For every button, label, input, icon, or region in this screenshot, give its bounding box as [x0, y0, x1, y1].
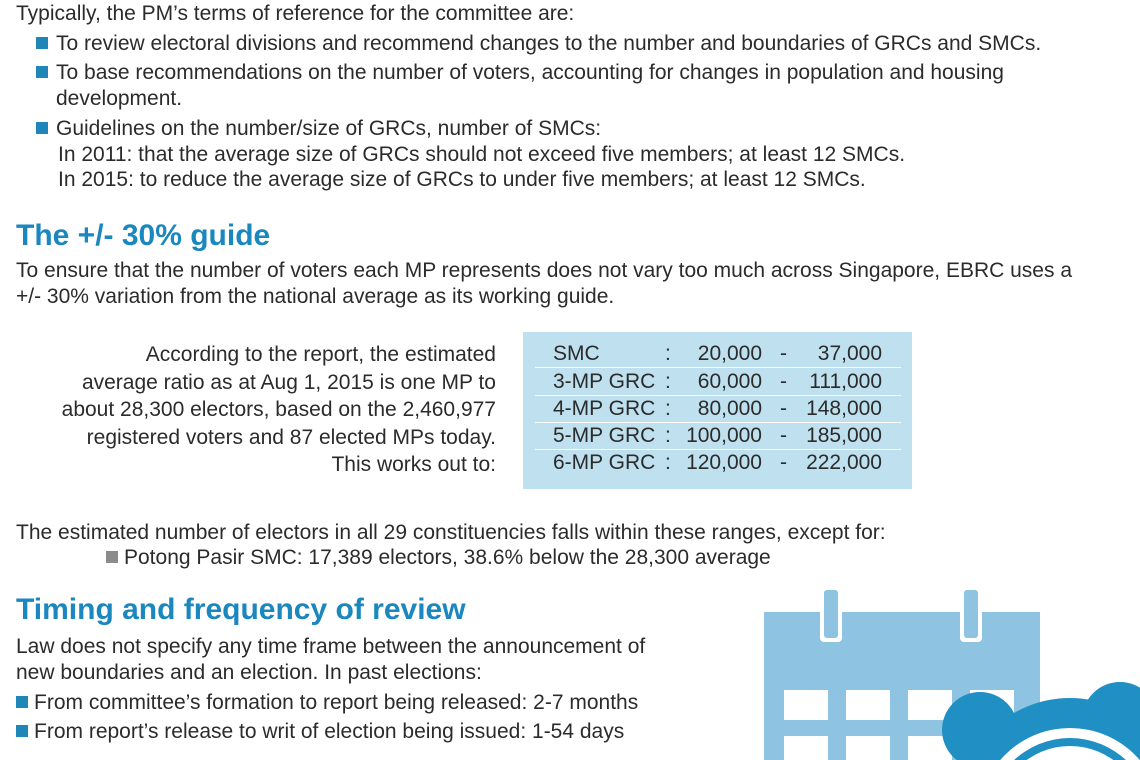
- terms-intro: Typically, the PM’s terms of reference for the committee are:: [16, 2, 575, 25]
- timing-intro-line: new boundaries and an election. In past elections:: [16, 661, 482, 684]
- bullet-square-icon: [36, 66, 48, 78]
- timing-intro-line: Law does not specify any time frame between the announcement of: [16, 635, 646, 658]
- list-item-continuation: development.: [56, 87, 183, 110]
- bullet-square-icon: [36, 122, 48, 134]
- bullet-square-icon: [36, 37, 48, 49]
- guide-heading: The +/- 30% guide: [16, 219, 271, 252]
- list-item: From report’s release to writ of election being issued: 1-54 days: [16, 719, 624, 745]
- table-row: 3-MP GRC : 60,000 - 111,000: [553, 370, 882, 393]
- calendar-icon: [740, 580, 1140, 760]
- calendar-ring: [964, 590, 978, 638]
- elector-range-table: [523, 332, 912, 489]
- list-item: To base recommendations on the number of voters, accounting for changes in population and housing: [36, 60, 1004, 86]
- table-row: SMC : 20,000 - 37,000: [553, 342, 882, 365]
- list-item: Guidelines on the number/size of GRCs, number of SMCs:: [36, 116, 601, 142]
- list-item: From committee’s formation to report being released: 2-7 months: [16, 690, 638, 716]
- table-row: 4-MP GRC : 80,000 - 148,000: [553, 397, 882, 420]
- exception-intro: The estimated number of electors in all 29 constituencies falls within these ranges, except for:: [16, 521, 886, 544]
- guideline-2011: In 2011: that the average size of GRCs should not exceed five members; at least 12 SMCs.: [58, 143, 906, 166]
- bullet-square-icon: [16, 696, 28, 708]
- timing-heading: Timing and frequency of review: [16, 593, 466, 626]
- table-row: 6-MP GRC : 120,000 - 222,000: [553, 451, 882, 474]
- list-item: To review electoral divisions and recommend changes to the number and boundaries of GRCs and SMCs.: [36, 31, 1041, 57]
- guide-intro-line: To ensure that the number of voters each MP represents does not vary too much across Singapore, EBRC uses a: [16, 259, 1072, 282]
- exception-item: Potong Pasir SMC: 17,389 electors, 38.6% below the 28,300 average: [106, 545, 771, 571]
- calendar-ring: [824, 590, 838, 638]
- bullet-square-icon: [16, 725, 28, 737]
- bullet-square-icon: [106, 551, 118, 563]
- clock-icon: [942, 682, 1140, 760]
- guide-intro-line: +/- 30% variation from the national average as its working guide.: [16, 285, 615, 308]
- table-row: 5-MP GRC : 100,000 - 185,000: [553, 424, 882, 447]
- ratio-explanation: According to the report, the estimated average ratio as at Aug 1, 2015 is one MP to about 28,300 electors, based on the 2,460,977 registered voters and 87 elected MPs today. This works out to:: [61, 343, 496, 476]
- guideline-2015: In 2015: to reduce the average size of GRCs to under five members; at least 12 SMCs.: [58, 168, 866, 191]
